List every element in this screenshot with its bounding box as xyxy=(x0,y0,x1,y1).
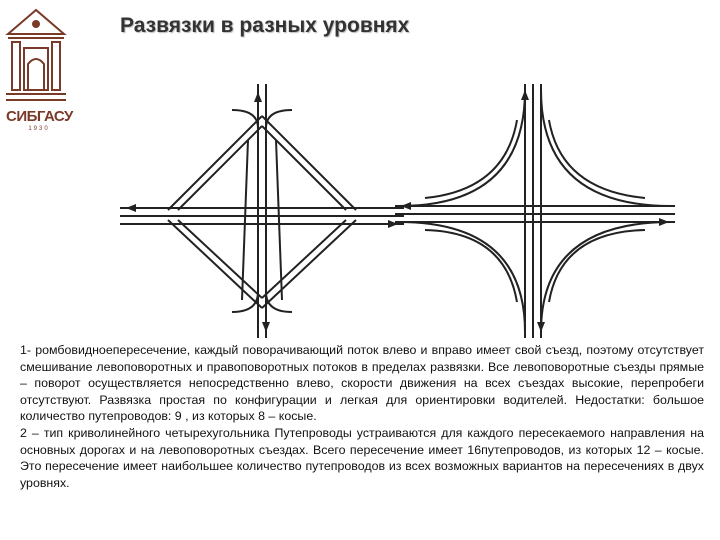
paragraph-curvilinear: 2 – тип криволинейного четырехугольника Путепроводы устраиваются для каждого пересекаемого направления на основных дорогах и на левоповоротных съездах. Всего пересечение имеет 16путепроводов, из которых 12 – косые. Это пересечение имеет наибольшее количество путепроводов из всех возможных вариантов на пересечениях в двух уровнях. xyxy=(20,425,704,490)
curvilinear-interchange-diagram xyxy=(385,80,685,342)
university-logo xyxy=(4,4,73,132)
paragraph-diamond: 1- ромбовидноепересечение, каждый поворачивающий поток влево и вправо имеет свой съезд, поэтому отсутствует смешивание левоповоротных и правоповоротных потоков в пределах развязки. Все левоповоротные съезды прямые – поворот осуществляется непосредственно влево, скорости движения на всех съездах высокие, перепробеги отсутствуют. Развязка простая по конфигурации и легкая для ориентировки водителей. Недостатки: большое количество путепроводов: 9 , из которых 8 – косые. xyxy=(20,343,704,424)
diamond-interchange-diagram xyxy=(112,80,412,342)
building-icon xyxy=(4,4,68,108)
page-title: Развязки в разных уровнях xyxy=(120,14,410,37)
logo-text: СИБГАСУ xyxy=(6,108,73,125)
description-text xyxy=(20,342,704,491)
logo-year: 1930 xyxy=(28,126,50,132)
